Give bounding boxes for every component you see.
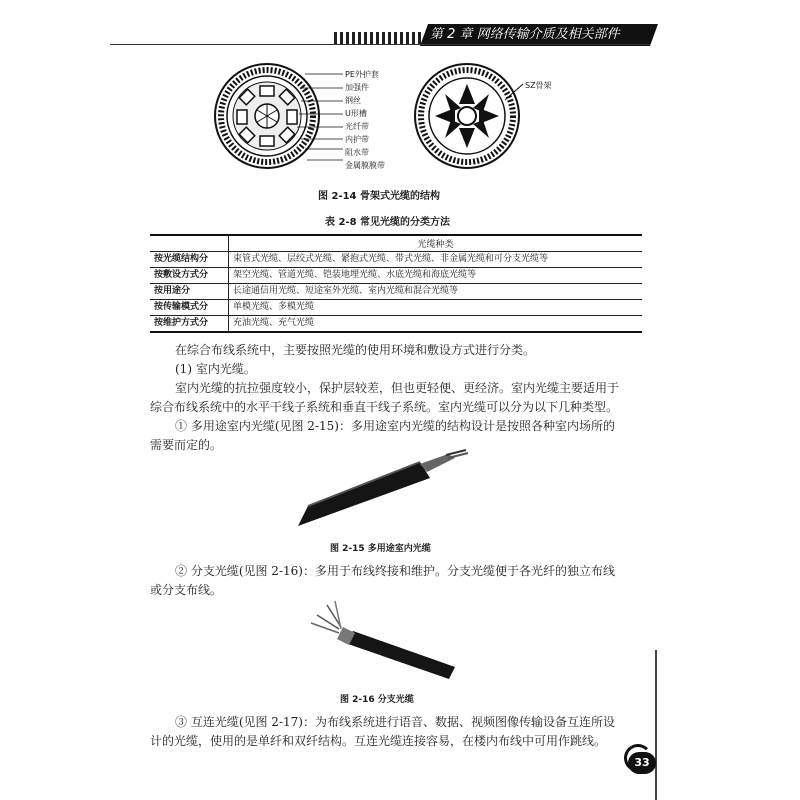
table-2-8-caption: 表 2-8 常见光缆的分类方法	[325, 217, 451, 228]
row-value: 束管式光缆、层绞式光缆、紧抱式光缆、带式光缆、非金属光缆和可分支光缆等	[229, 252, 643, 268]
row-key: 按敷设方式分	[150, 268, 229, 284]
table-row	[150, 300, 642, 316]
table-row	[150, 268, 642, 284]
paragraph-interconnect-line-2: 计的光缆，使用的是单纤和双纤结构。互连光缆连接容易，在楼内布线中可用作跳线。	[150, 734, 607, 748]
row-value: 单模光缆、多模光缆	[229, 300, 643, 316]
paragraph-branch-line-2: 或分支布线。	[150, 583, 223, 597]
paragraph-interconnect-line-1: ③ 互连光缆(见图 2-17)：为布线系统进行语音、数据、视频图像传输设备互连所设	[175, 715, 615, 729]
paragraph-multipurpose-line-1: ① 多用途室内光缆(见图 2-15)：多用途室内光缆的结构设计是按照各种室内场所的	[175, 419, 615, 433]
paragraph-indoor-line-1: 室内光缆的抗拉强度较小，保护层较差，但也更轻便、更经济。室内光缆主要适用于	[175, 381, 620, 395]
row-key: 按维护方式分	[150, 316, 229, 333]
table-row	[150, 252, 642, 268]
figure-2-14-caption: 图 2-14 骨架式光缆的结构	[318, 191, 440, 202]
label-metal-film-tape: 金属膜膜带	[345, 161, 385, 170]
figure-2-14-left-labels	[345, 68, 425, 172]
paragraph-branch-line-1: ② 分支光缆(见图 2-16)：多用于布线终接和维护。分支光缆便于各光纤的独立布线	[175, 564, 615, 578]
label-fiber-ribbon: 光纤带	[345, 122, 369, 131]
row-key: 按用途分	[150, 284, 229, 300]
header-decoration-bars	[334, 32, 424, 44]
row-value: 充油光缆、充气光缆	[229, 316, 643, 333]
label-water-block-tape: 阻水带	[345, 148, 369, 157]
heading-indoor-cable: (1) 室内光缆。	[175, 362, 256, 376]
table-header-cable-types: 光缆种类	[229, 235, 643, 252]
paragraph-multipurpose-line-2: 需要而定的。	[150, 438, 223, 452]
row-value: 架空光缆、管道光缆、铠装地埋光缆、水底光缆和海底光缆等	[229, 268, 643, 284]
label-inner-sheath: 内护带	[345, 135, 369, 144]
figure-2-16-caption: 图 2-16 分支光缆	[340, 695, 414, 705]
page-edge-rule	[655, 650, 657, 800]
row-key: 按光缆结构分	[150, 252, 229, 268]
figure-2-15-photo-multipurpose-cable	[290, 448, 470, 533]
page-number: 33	[628, 752, 656, 774]
left-cable-section	[215, 64, 319, 168]
figure-2-15-caption: 图 2-15 多用途室内光缆	[330, 544, 431, 554]
label-sz-skeleton: SZ骨架	[525, 81, 552, 90]
row-value: 长途通信用光缆、短途室外光缆、室内光缆和混合光缆等	[229, 284, 643, 300]
chapter-title: 第 2 章 网络传输介质及相关部件	[430, 27, 620, 42]
paragraph-classification: 在综合布线系统中，主要按照光缆的使用环境和敷设方式进行分类。	[175, 343, 536, 357]
table-row	[150, 316, 642, 333]
right-cable-section	[415, 64, 523, 168]
table-header-empty	[150, 235, 229, 252]
figure-2-16-photo-branch-cable	[305, 595, 465, 680]
row-key: 按传输模式分	[150, 300, 229, 316]
label-steel-wire: 钢丝	[345, 96, 361, 105]
label-pe-sheath: PE外护套	[345, 70, 379, 79]
header-rule	[110, 44, 650, 45]
table-row	[150, 284, 642, 300]
cable-classification-table	[150, 234, 642, 333]
paragraph-indoor-line-2: 综合布线系统中的水平干线子系统和垂直干线子系统。室内光缆可以分为以下几种类型。	[150, 400, 619, 414]
label-strength-member: 加强件	[345, 83, 369, 92]
label-u-groove: U形槽	[345, 109, 367, 118]
